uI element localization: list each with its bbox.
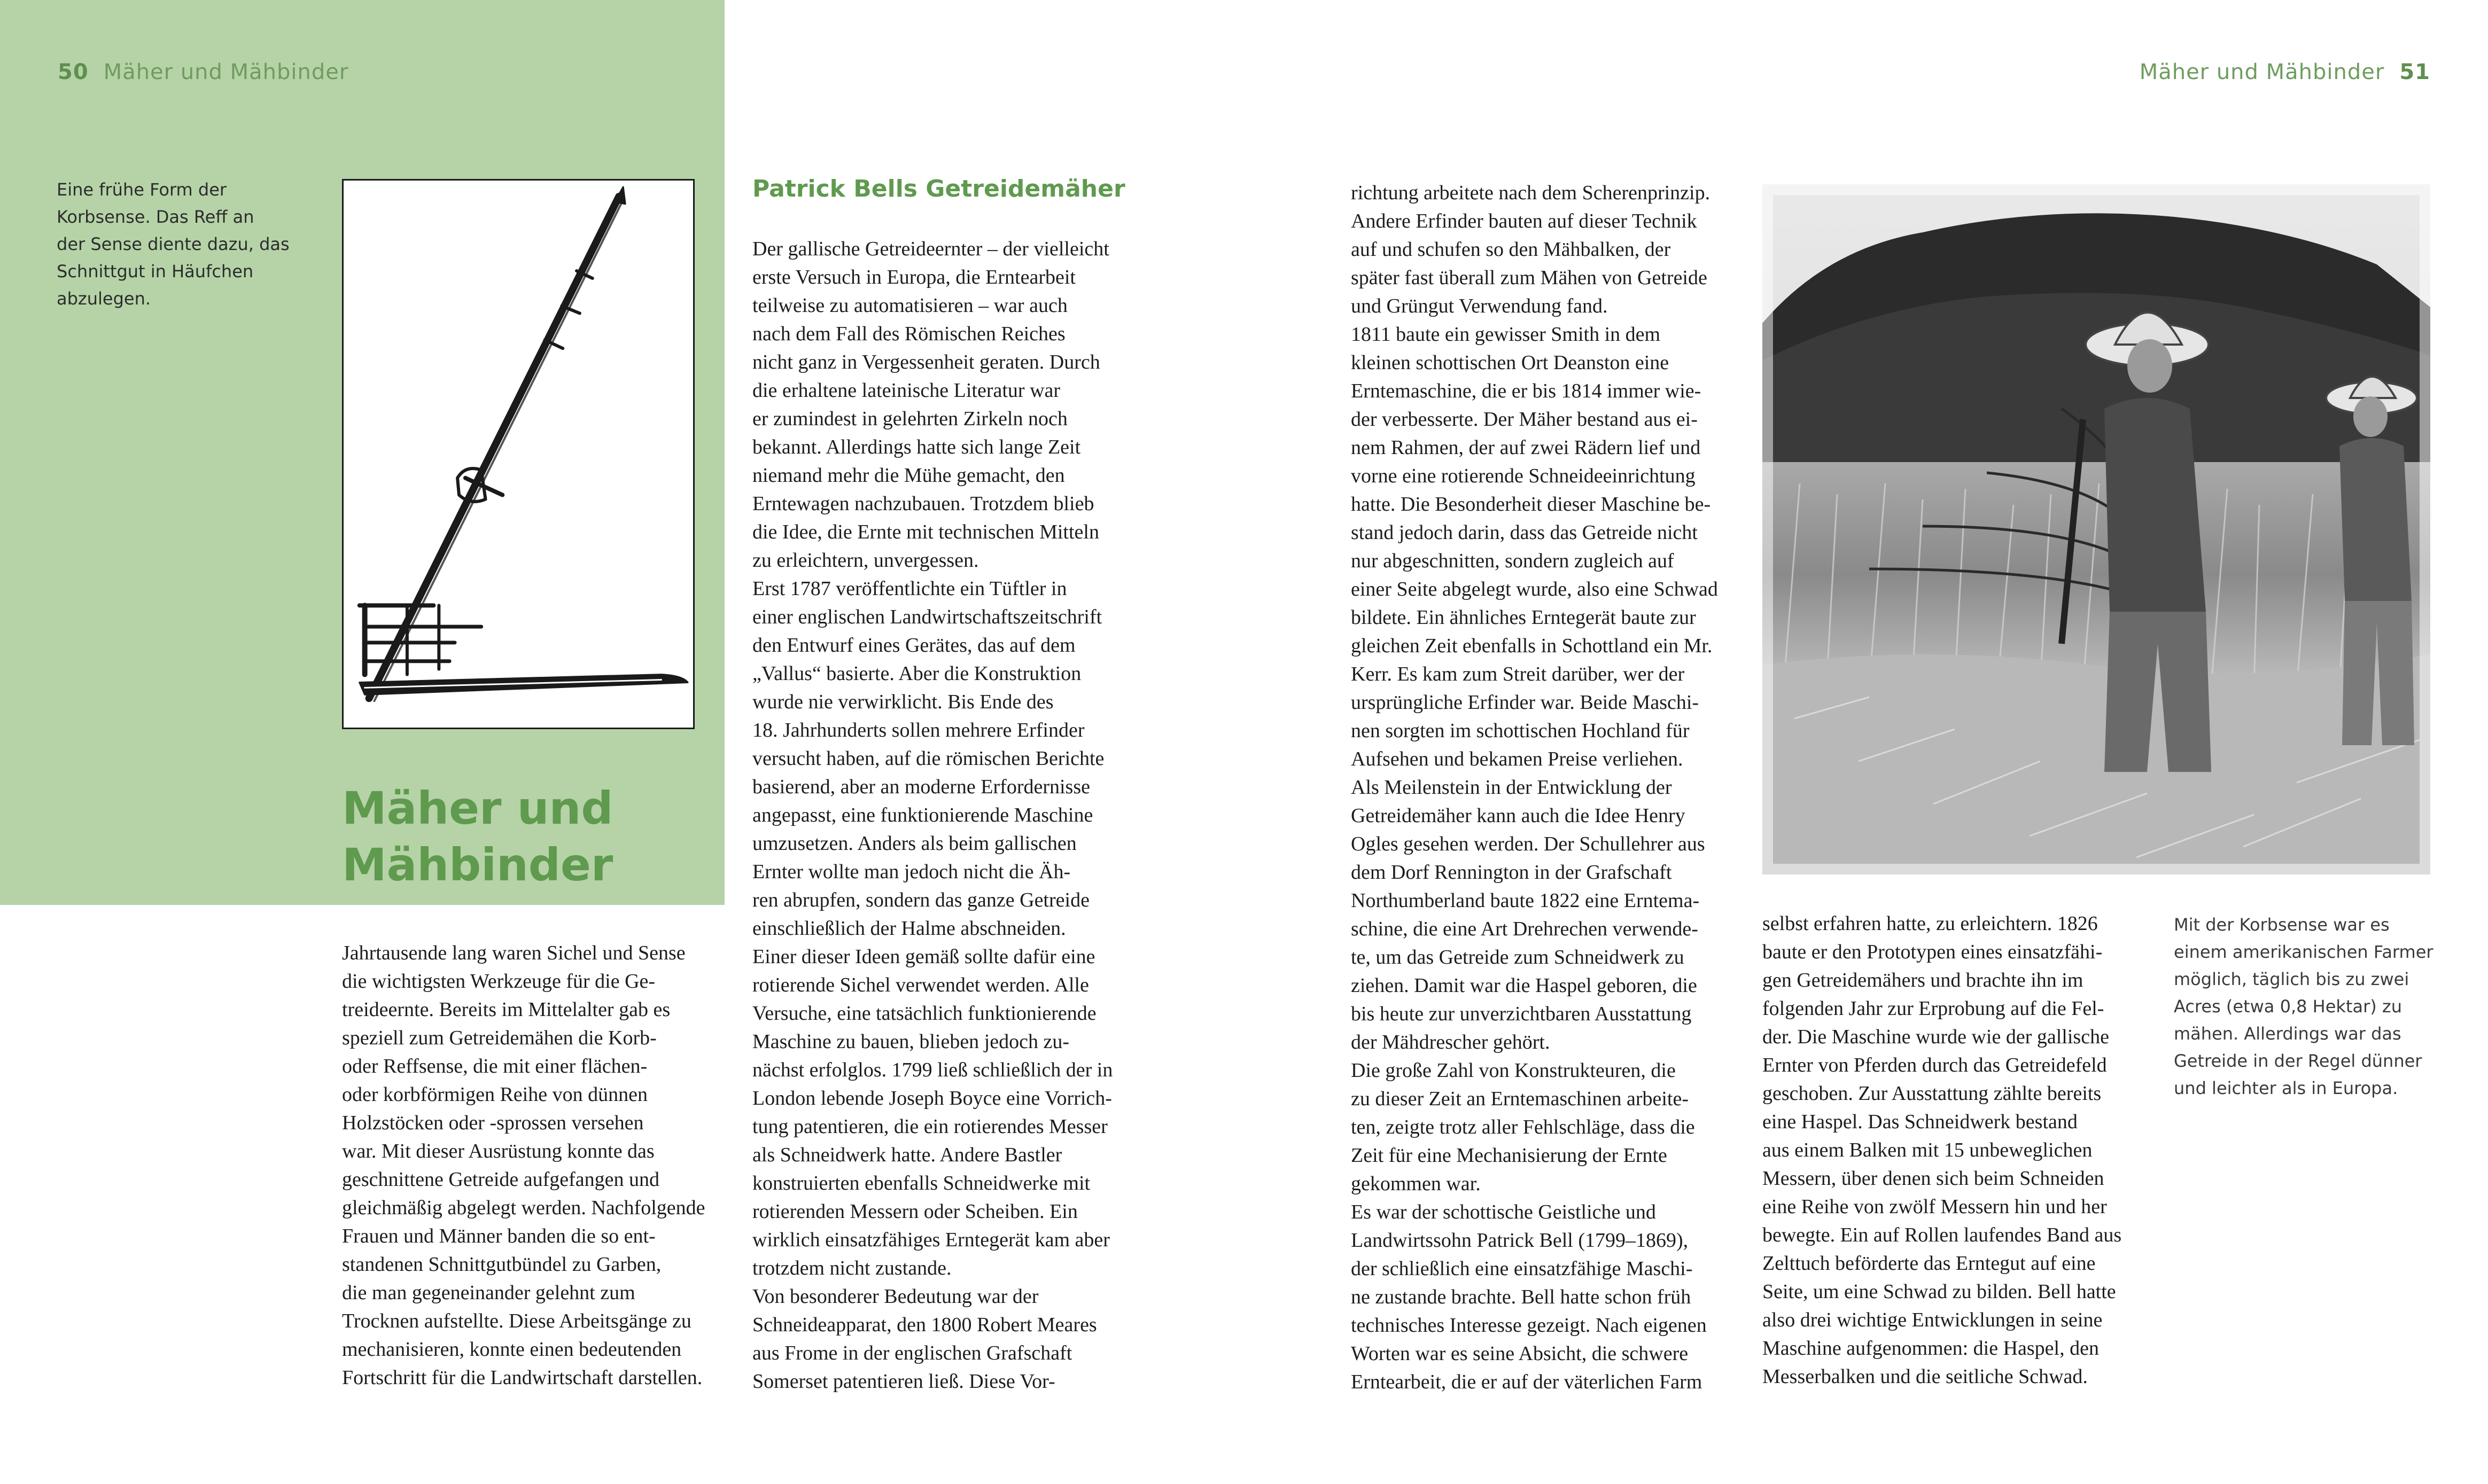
- text-line: versucht haben, auf die römischen Berichte: [752, 747, 1105, 770]
- text-line: Ogles gesehen werden. Der Schullehrer aus: [1351, 833, 1705, 855]
- text-line: Messerbalken und die seitliche Schwad.: [1762, 1365, 2088, 1388]
- text-line: nach dem Fall des Römischen Reiches: [752, 323, 1066, 345]
- text-line: Northumberland baute 1822 eine Erntema-: [1351, 889, 1700, 912]
- running-head-title-left: Mäher und Mähbinder: [103, 60, 349, 84]
- text-line: und Grüngut Verwendung fand.: [1351, 295, 1608, 317]
- text-line: Aufsehen und bekamen Preise verliehen.: [1351, 748, 1683, 770]
- text-line: mechanisieren, konnte einen bedeutenden: [342, 1338, 682, 1361]
- text-line: umzusetzen. Anders als beim gallischen: [752, 832, 1077, 855]
- caption-line: Korbsense. Das Reff an: [57, 207, 254, 227]
- text-line: rotierende Sichel verwendet werden. Alle: [752, 974, 1089, 996]
- text-line: einer Seite abgelegt wurde, also eine Schwad: [1351, 578, 1718, 600]
- text-line: zu dieser Zeit an Erntemaschinen arbeite-: [1351, 1088, 1689, 1110]
- text-line: Somerset patentieren ließ. Diese Vor-: [752, 1370, 1055, 1393]
- text-line: er zumindest in gelehrten Zirkeln noch: [752, 408, 1068, 430]
- text-line: teilweise zu automatisieren – war auch: [752, 294, 1068, 317]
- text-line: nicht ganz in Vergessenheit geraten. Durch: [752, 351, 1100, 373]
- harvest-photo-icon: [1762, 184, 2430, 874]
- text-line: Fortschritt für die Landwirtschaft darstellen.: [342, 1366, 703, 1389]
- text-line: ren abrupfen, sondern das ganze Getreide: [752, 889, 1090, 911]
- text-line: der. Die Maschine wurde wie der gallische: [1762, 1026, 2109, 1048]
- text-line: einer englischen Landwirtschaftszeitschrift: [752, 606, 1102, 628]
- text-line: technisches Interesse gezeigt. Nach eigenen: [1351, 1314, 1707, 1337]
- scythe-illustration: [342, 179, 695, 729]
- text-line: konstruierten ebenfalls Schneidwerke mit: [752, 1172, 1091, 1194]
- text-line: bewegte. Ein auf Rollen laufendes Band aus: [1762, 1224, 2122, 1246]
- text-line: stand jedoch darin, dass das Getreide nicht: [1351, 521, 1698, 544]
- text-line: dem Dorf Rennington in der Grafschaft: [1351, 861, 1672, 884]
- caption-line: Mit der Korbsense war es: [2174, 915, 2390, 935]
- page-number-left: 50: [58, 60, 89, 84]
- text-line: eine Reihe von zwölf Messern hin und her: [1762, 1196, 2107, 1218]
- caption-line: der Sense diente dazu, das: [57, 234, 290, 254]
- text-line: schine, die eine Art Drehrechen verwende-: [1351, 918, 1698, 940]
- text-line: Erst 1787 veröffentlichte ein Tüftler in: [752, 577, 1067, 600]
- text-line: der schließlich eine einsatzfähige Maschi-: [1351, 1258, 1693, 1280]
- text-line: aus einem Balken mit 15 unbeweglichen: [1762, 1139, 2093, 1161]
- text-line: der Mähdrescher gehört.: [1351, 1031, 1550, 1053]
- text-line: war. Mit dieser Ausrüstung konnte das: [342, 1140, 655, 1162]
- text-line: Messern, über denen sich beim Schneiden: [1762, 1167, 2104, 1190]
- text-line: aus Frome in der englischen Grafschaft: [752, 1342, 1072, 1364]
- text-line: „Vallus“ basierte. Aber die Konstruktion: [752, 662, 1082, 685]
- text-line: tung patentieren, die ein rotierendes Messer: [752, 1115, 1108, 1138]
- text-line: nächst erfolglos. 1799 ließ schließlich der in: [752, 1059, 1113, 1081]
- text-line: Der gallische Getreideernter – der vielleicht: [752, 238, 1109, 260]
- text-line: eine Haspel. Das Schneidwerk bestand: [1762, 1111, 2078, 1133]
- text-line: Getreidemäher kann auch die Idee Henry: [1351, 805, 1685, 827]
- text-line: ziehen. Damit war die Haspel geboren, die: [1351, 974, 1697, 997]
- text-line: gleichen Zeit ebenfalls in Schottland ein Mr.: [1351, 635, 1713, 657]
- text-line: der verbesserte. Der Mäher bestand aus ei-: [1351, 408, 1698, 431]
- text-line: 18. Jahrhunderts sollen mehrere Erfinder: [752, 719, 1085, 741]
- text-line: gen Getreidemähers und brachte ihn im: [1762, 969, 2083, 991]
- caption-line: möglich, täglich bis zu zwei: [2174, 969, 2409, 989]
- text-line: oder Reffsense, die mit einer flächen-: [342, 1055, 648, 1077]
- text-line: nen sorgten im schottischen Hochland für: [1351, 720, 1690, 742]
- text-line: treideernte. Bereits im Mittelalter gab es: [342, 998, 671, 1021]
- caption-line: abzulegen.: [57, 288, 151, 309]
- text-column-4: [1762, 910, 2158, 1391]
- text-line: speziell zum Getreidemähen die Korb-: [342, 1027, 657, 1049]
- text-line: erste Versuch in Europa, die Erntearbeit: [752, 266, 1076, 288]
- text-line: Zeit für eine Mechanisierung der Ernte: [1351, 1144, 1667, 1167]
- running-head-right: [2140, 60, 2430, 84]
- text-line: Erntemaschine, die er bis 1814 immer wie-: [1351, 380, 1701, 402]
- text-line: Als Meilenstein in der Entwicklung der: [1351, 776, 1672, 799]
- text-line: später fast überall zum Mähen von Getreide: [1351, 267, 1707, 289]
- text-line: folgenden Jahr zur Erprobung auf die Fel-: [1762, 997, 2104, 1020]
- text-line: geschoben. Zur Ausstattung zählte bereits: [1762, 1082, 2102, 1105]
- text-line: die man gegeneinander gelehnt zum: [342, 1282, 635, 1304]
- text-line: Trocknen aufstellte. Diese Arbeitsgänge zu: [342, 1310, 691, 1332]
- caption-line: einem amerikanischen Farmer: [2174, 942, 2433, 962]
- text-line: Schneideapparat, den 1800 Robert Meares: [752, 1314, 1097, 1336]
- text-line: Worten war es seine Absicht, die schwere: [1351, 1342, 1689, 1365]
- text-line: Maschine aufgenommen: die Haspel, den: [1762, 1337, 2099, 1360]
- text-line: wirklich einsatzfähiges Erntegerät kam aber: [752, 1229, 1110, 1251]
- text-line: als Schneidwerk hatte. Andere Bastler: [752, 1144, 1062, 1166]
- text-line: auf und schufen so den Mähbalken, der: [1351, 238, 1671, 261]
- text-line: den Entwurf eines Gerätes, das auf dem: [752, 634, 1076, 657]
- text-line: die wichtigsten Werkzeuge für die Ge-: [342, 970, 656, 993]
- text-line: bildete. Ein ähnliches Erntegerät baute zur: [1351, 606, 1696, 629]
- caption-line: und leichter als in Europa.: [2174, 1078, 2398, 1098]
- text-line: einschließlich der Halme abschneiden.: [752, 917, 1066, 940]
- text-line: hatte. Die Besonderheit dieser Maschine be-: [1351, 493, 1711, 516]
- text-line: London lebende Joseph Boyce eine Vorrich-: [752, 1087, 1112, 1110]
- text-line: Frauen und Männer banden die so ent-: [342, 1225, 656, 1247]
- text-line: richtung arbeitete nach dem Scherenprinzip.: [1351, 182, 1710, 204]
- text-line: Kerr. Es kam zum Streit darüber, wer der: [1351, 663, 1685, 685]
- text-line: Maschine zu bauen, blieben jedoch zu-: [752, 1030, 1069, 1053]
- text-line: Einer dieser Ideen gemäß sollte dafür eine: [752, 946, 1095, 968]
- text-line: Seite, um eine Schwad zu bilden. Bell hatte: [1762, 1280, 2116, 1303]
- caption-line: Eine frühe Form der: [57, 179, 227, 200]
- text-column-3: [1351, 179, 1746, 1396]
- text-line: Zelttuch beförderte das Erntegut auf eine: [1762, 1252, 2096, 1275]
- text-line: ne zustande brachte. Bell hatte schon früh: [1351, 1286, 1691, 1308]
- text-line: Ernter wollte man jedoch nicht die Äh-: [752, 861, 1071, 883]
- text-line: Jahrtausende lang waren Sichel und Sense: [342, 942, 686, 964]
- text-column-2: [752, 235, 1148, 1396]
- text-line: Erntewagen nachzubauen. Trotzdem blieb: [752, 493, 1094, 515]
- scythe-drawing-icon: [344, 181, 693, 728]
- text-line: gekommen war.: [1351, 1173, 1481, 1195]
- photo-caption: [2174, 911, 2433, 1102]
- chapter-title-line: Mähbinder: [342, 839, 613, 891]
- text-line: nur abgeschnitten, sondern zugleich auf: [1351, 550, 1674, 572]
- caption-line: Acres (etwa 0,8 Hektar) zu: [2174, 996, 2402, 1017]
- text-line: ursprüngliche Erfinder war. Beide Maschi-: [1351, 691, 1699, 714]
- text-line: bis heute zur unverzichtbaren Ausstattung: [1351, 1003, 1692, 1025]
- text-line: niemand mehr die Mühe gemacht, den: [752, 464, 1065, 487]
- text-line: rotierenden Messern oder Scheiben. Ein: [752, 1200, 1078, 1223]
- text-line: gleichmäßig abgelegt werden. Nachfolgende: [342, 1197, 705, 1219]
- text-line: Die große Zahl von Konstrukteuren, die: [1351, 1059, 1676, 1082]
- text-line: also drei wichtige Entwicklungen in seine: [1762, 1309, 2103, 1331]
- text-line: Landwirtssohn Patrick Bell (1799–1869),: [1351, 1229, 1689, 1252]
- text-line: standenen Schnittgutbündel zu Garben,: [342, 1253, 662, 1276]
- text-line: die Idee, die Ernte mit technischen Mitteln: [752, 521, 1099, 543]
- text-line: Es war der schottische Geistliche und: [1351, 1201, 1656, 1223]
- chapter-title: [342, 780, 613, 893]
- text-line: kleinen schottischen Ort Deanston eine: [1351, 352, 1669, 374]
- scythe-caption: [57, 176, 290, 313]
- caption-line: mähen. Allerdings war das: [2174, 1024, 2401, 1044]
- text-line: Versuche, eine tatsächlich funktionierende: [752, 1002, 1097, 1025]
- text-line: basierend, aber an moderne Erfordernisse: [752, 776, 1090, 798]
- text-line: baute er den Prototypen eines einsatzfähi-: [1762, 941, 2103, 963]
- text-line: die erhaltene lateinische Literatur war: [752, 379, 1061, 402]
- text-line: Von besonderer Bedeutung war der: [752, 1285, 1039, 1308]
- caption-line: Schnittgut in Häufchen: [57, 261, 254, 282]
- text-line: angepasst, eine funktionierende Maschine: [752, 804, 1093, 826]
- text-line: selbst erfahren hatte, zu erleichtern. 1826: [1762, 912, 2098, 935]
- caption-line: Getreide in der Regel dünner: [2174, 1051, 2422, 1071]
- page-number-right: 51: [2399, 60, 2430, 84]
- text-line: geschnittene Getreide aufgefangen und: [342, 1168, 660, 1191]
- text-line: zu erleichtern, unvergessen.: [752, 549, 979, 572]
- text-line: ten, zeigte trotz aller Fehlschläge, dass die: [1351, 1116, 1695, 1138]
- running-head-left: [58, 60, 348, 84]
- text-line: te, um das Getreide zum Schneidwerk zu: [1351, 946, 1684, 968]
- harvest-photo: [1762, 184, 2430, 874]
- text-line: Holzstöcken oder -sprossen versehen: [342, 1112, 644, 1134]
- text-line: Ernter von Pferden durch das Getreidefeld: [1762, 1054, 2107, 1076]
- section-title: Patrick Bells Getreidemäher: [752, 175, 1125, 202]
- text-line: Erntearbeit, die er auf der väterlichen Farm: [1351, 1371, 1702, 1393]
- chapter-title-line: Mäher und: [342, 782, 613, 834]
- text-line: Andere Erfinder bauten auf dieser Technik: [1351, 210, 1697, 232]
- text-line: trotzdem nicht zustande.: [752, 1257, 952, 1279]
- running-head-title-right: Mäher und Mähbinder: [2139, 60, 2385, 84]
- text-line: vorne eine rotierende Schneideeinrichtung: [1351, 465, 1696, 487]
- text-line: oder korbförmigen Reihe von dünnen: [342, 1083, 648, 1106]
- text-line: bekannt. Allerdings hatte sich lange Zeit: [752, 436, 1081, 458]
- text-line: 1811 baute ein gewisser Smith in dem: [1351, 323, 1661, 346]
- text-line: wurde nie verwirklicht. Bis Ende des: [752, 691, 1054, 713]
- text-column-1: [342, 939, 737, 1392]
- text-line: nem Rahmen, der auf zwei Rädern lief und: [1351, 436, 1701, 459]
